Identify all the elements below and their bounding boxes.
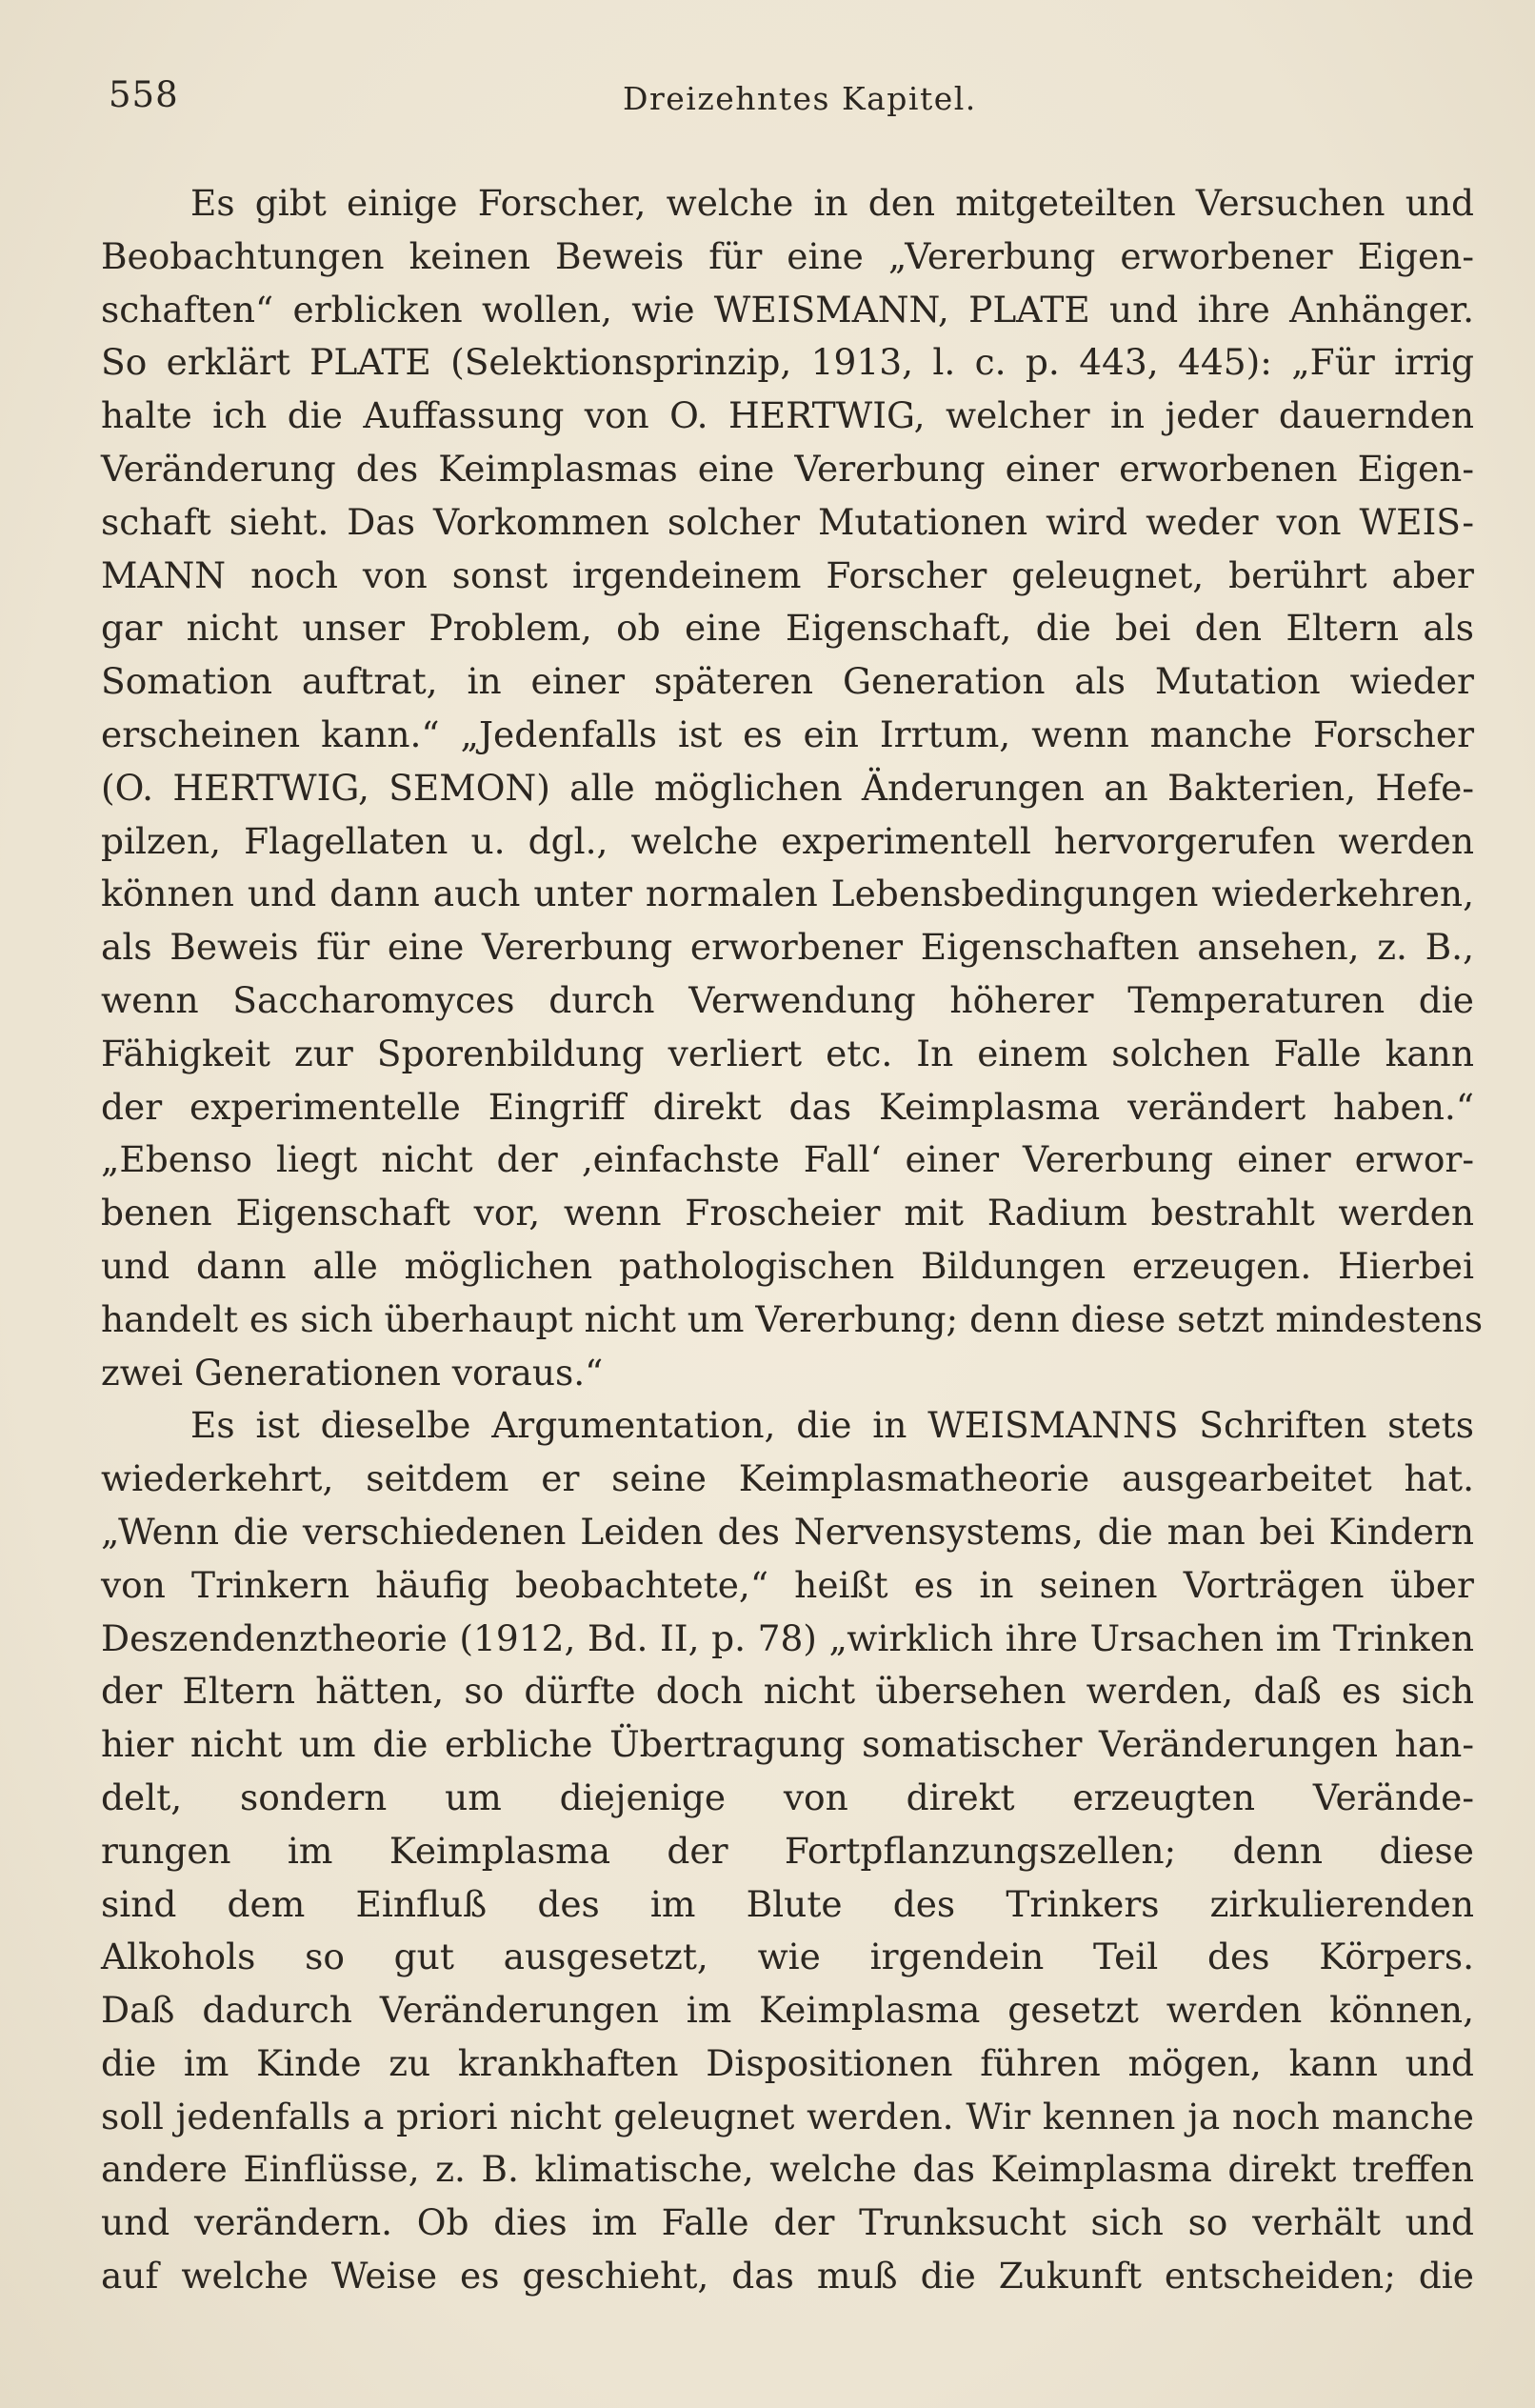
text-line: hier nicht um die erbliche Übertragung somatischer Veränderungen han- xyxy=(101,1723,1474,1766)
text-line: der experimentelle Eingriff direkt das Keimplasma verändert haben.“ xyxy=(101,1085,1474,1128)
text-line: als Beweis für eine Vererbung erworbener Eigenschaften ansehen, z. B., xyxy=(101,926,1474,969)
text-line: pilzen, Flagellaten u. dgl., welche experimentell hervorgerufen werden xyxy=(101,819,1474,862)
text-line: halte ich die Auffassung von O. HERTWIG, welcher in jeder dauernden xyxy=(101,394,1474,437)
text-line: Beobachtungen keinen Beweis für eine „Vererbung erworbener Eigen- xyxy=(101,234,1474,277)
text-line: zwei Generationen voraus.“ xyxy=(101,1351,604,1394)
text-line: können und dann auch unter normalen Lebensbedingungen wiederkehren, xyxy=(101,873,1474,915)
text-line: Es gibt einige Forscher, welche in den mitgeteilten Versuchen und xyxy=(190,182,1474,224)
text-line: Somation auftrat, in einer späteren Generation als Mutation wieder xyxy=(101,660,1474,703)
running-head xyxy=(109,74,1470,131)
text-line: sind dem Einfluß des im Blute des Trinkers zirkulierenden xyxy=(101,1882,1474,1925)
text-line: soll jedenfalls a priori nicht geleugnet werden. Wir kennen ja noch manche xyxy=(101,2095,1474,2137)
text-line: Deszendenztheorie (1912, Bd. II, p. 78) „wirklich ihre Ursachen im Trinken xyxy=(101,1616,1474,1659)
text-line: handelt es sich überhaupt nicht um Vererbung; denn diese setzt mindestens xyxy=(101,1297,1484,1340)
text-line: Fähigkeit zur Sporenbildung verliert etc. In einem solchen Falle kann xyxy=(101,1032,1474,1074)
text-line: So erklärt PLATE (Selektionsprinzip, 1913, l. c. p. 443, 445): „Für irrig xyxy=(101,341,1474,384)
text-line: schaft sieht. Das Vorkommen solcher Mutationen wird weder von WEIS- xyxy=(101,500,1474,543)
text-line: Alkohols so gut ausgesetzt, wie irgendein Teil des Körpers. xyxy=(101,1936,1474,1978)
text-line: delt, sondern um diejenige von direkt erzeugten Verände- xyxy=(101,1776,1474,1818)
text-line: andere Einflüsse, z. B. klimatische, welche das Keimplasma direkt treffen xyxy=(101,2148,1474,2191)
text-line: Es ist dieselbe Argumentation, die in WEISMANNS Schriften stets xyxy=(190,1404,1474,1447)
text-line: gar nicht unser Problem, ob eine Eigenschaft, die bei den Eltern als xyxy=(101,607,1474,650)
text-line: auf welche Weise es geschieht, das muß die Zukunft entscheiden; die xyxy=(101,2255,1474,2298)
text-line: wiederkehrt, seitdem er seine Keimplasmatheorie ausgearbeitet hat. xyxy=(101,1457,1474,1500)
text-line: von Trinkern häufig beobachtete,“ heißt es in seinen Vorträgen über xyxy=(101,1563,1474,1606)
text-line: erscheinen kann.“ „Jedenfalls ist es ein Irrtum, wenn manche Forscher xyxy=(101,712,1474,755)
text-line: und verändern. Ob dies im Falle der Trunksucht sich so verhält und xyxy=(101,2201,1474,2244)
text-line: Daß dadurch Veränderungen im Keimplasma gesetzt werden können, xyxy=(101,1989,1474,2032)
text-line: und dann alle möglichen pathologischen Bildungen erzeugen. Hierbei xyxy=(101,1244,1474,1287)
text-line: „Wenn die verschiedenen Leiden des Nervensystems, die man bei Kindern xyxy=(101,1510,1474,1553)
text-line: wenn Saccharomyces durch Verwendung höherer Temperaturen die xyxy=(101,978,1474,1021)
body-text xyxy=(101,177,1484,2303)
chapter-title: Dreizehntes Kapitel. xyxy=(623,80,977,117)
page-number: 558 xyxy=(109,74,179,115)
text-line: „Ebenso liegt nicht der ‚einfachste Fall‘ einer Vererbung einer erwor- xyxy=(101,1138,1474,1181)
text-line: der Eltern hätten, so dürfte doch nicht übersehen werden, daß es sich xyxy=(101,1670,1474,1713)
text-line: die im Kinde zu krankhaften Dispositionen führen mögen, kann und xyxy=(101,2041,1474,2084)
text-line: (O. HERTWIG, SEMON) alle möglichen Änderungen an Bakterien, Hefe- xyxy=(101,766,1474,809)
text-line: rungen im Keimplasma der Fortpflanzungszellen; denn diese xyxy=(101,1829,1474,1872)
text-line: Veränderung des Keimplasmas eine Vererbung einer erworbenen Eigen- xyxy=(101,447,1474,490)
text-line: benen Eigenschaft vor, wenn Froscheier mit Radium bestrahlt werden xyxy=(101,1192,1474,1234)
text-line: MANN noch von sonst irgendeinem Forscher geleugnet, berührt aber xyxy=(101,553,1474,596)
text-line: schaften“ erblicken wollen, wie WEISMANN, PLATE und ihre Anhänger. xyxy=(101,288,1474,331)
